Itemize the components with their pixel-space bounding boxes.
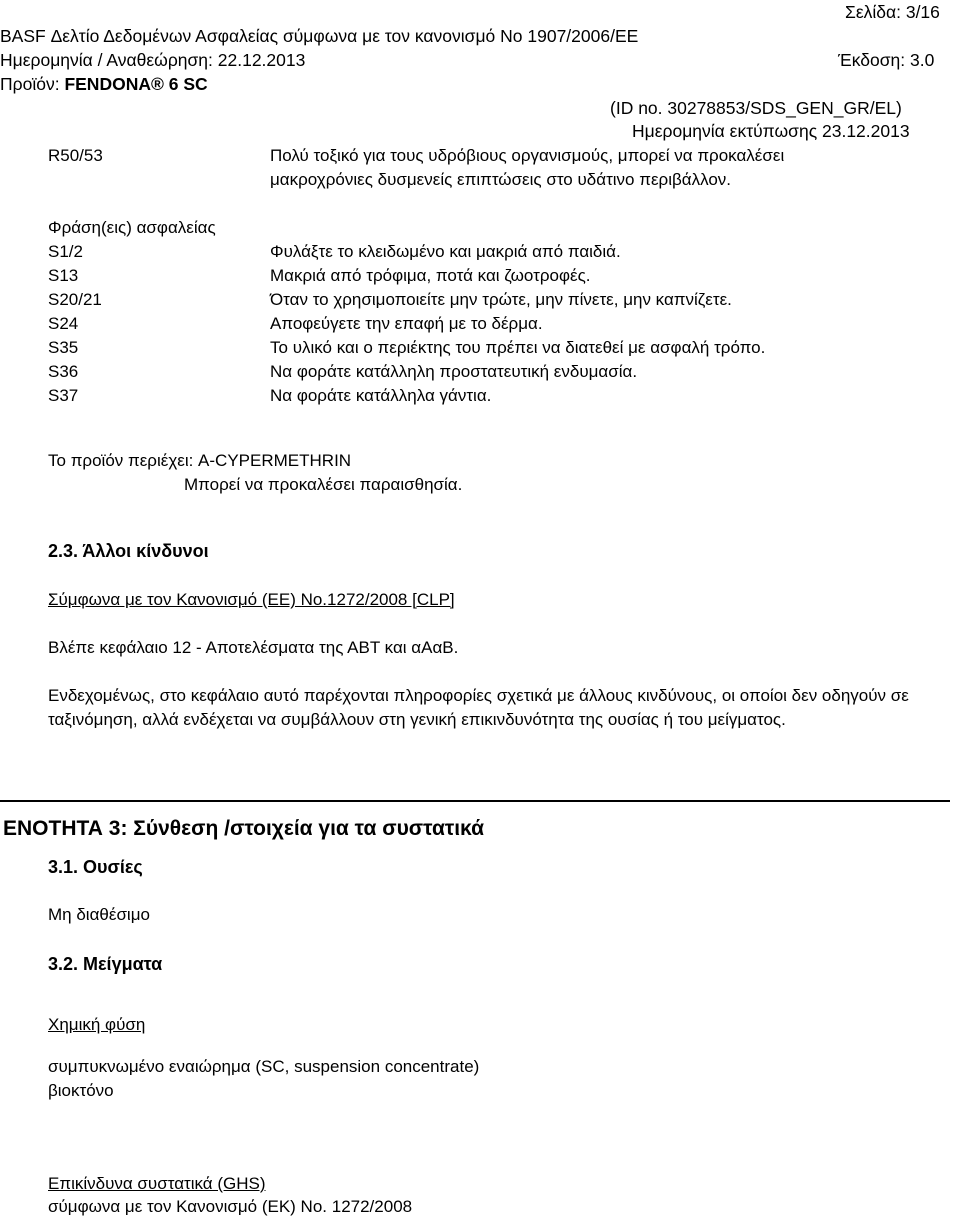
safety-code: S1/2: [48, 242, 83, 261]
safety-text: Μακριά από τρόφιμα, ποτά και ζωοτροφές.: [270, 266, 591, 285]
see-chapter-12: Βλέπε κεφάλαιο 12 - Αποτελέσματα της ΑΒΤ και αΑαΒ.: [48, 638, 459, 657]
revision-date: Ημερομηνία / Αναθεώρηση: 22.12.2013: [0, 50, 306, 70]
section-2-3-title: 2.3. Άλλοι κίνδυνοι: [48, 541, 209, 561]
clp-regulation-heading: Σύμφωνα με τον Κανονισμό (ΕΕ) No.1272/2008 [CLP]: [48, 590, 455, 609]
chemical-nature-line2: βιοκτόνο: [48, 1081, 114, 1100]
safety-text: Όταν το χρησιμοποιείτε μην τρώτε, μην πίνετε, μην καπνίζετε.: [270, 290, 732, 309]
safety-text: Να φοράτε κατάλληλη προστατευτική ενδυμασία.: [270, 362, 638, 381]
document-title: BASF Δελτίο Δεδομένων Ασφαλείας σύμφωνα με τον κανονισμό No 1907/2006/ΕΕ: [0, 26, 639, 46]
contains-line: Το προϊόν περιέχει: A-CYPERMETHRIN: [48, 451, 352, 470]
safety-code: S36: [48, 362, 79, 381]
safety-text: Το υλικό και ο περιέκτης του πρέπει να διατεθεί με ασφαλή τρόπο.: [270, 338, 766, 357]
substances-text: Μη διαθέσιμο: [48, 905, 150, 924]
risk-code: R50/53: [48, 146, 103, 165]
safety-code: S24: [48, 314, 79, 333]
hazardous-components-label: Επικίνδυνα συστατικά (GHS): [48, 1174, 266, 1193]
safety-text: Φυλάξτε το κλειδωμένο και μακριά από παιδιά.: [270, 242, 621, 261]
risk-text-2: μακροχρόνιες δυσμενείς επιπτώσεις στο υδάτινο περιβάλλον.: [270, 170, 732, 189]
risk-text-1: Πολύ τοξικό για τους υδρόβιους οργανισμούς, μπορεί να προκαλέσει: [270, 146, 785, 165]
hazardous-components-regulation: σύμφωνα με τον Κανονισμό (ΕΚ) Νο. 1272/2008: [48, 1197, 413, 1216]
id-number: (ID no. 30278853/SDS_GEN_GR/EL): [610, 98, 902, 118]
safety-text: Αποφεύγετε την επαφή με το δέρμα.: [270, 314, 543, 333]
version: Έκδοση: 3.0: [838, 50, 935, 70]
section-3-title: ΕΝΟΤΗΤΑ 3: Σύνθεση /στοιχεία για τα συστατικά: [3, 817, 484, 840]
safety-code: S13: [48, 266, 79, 285]
section-divider: [0, 800, 950, 802]
safety-code: S35: [48, 338, 79, 357]
safety-code: S20/21: [48, 290, 102, 309]
product-line: [0, 74, 208, 95]
substances-title: 3.1. Ουσίες: [48, 857, 143, 877]
chemical-nature-label: Χημική φύση: [48, 1015, 146, 1034]
contains-effect: Μπορεί να προκαλέσει παραισθησία.: [184, 475, 463, 494]
product-name: FENDONA® 6 SC: [64, 74, 208, 94]
mixtures-title: 3.2. Μείγματα: [48, 954, 163, 974]
chemical-nature-line1: συμπυκνωμένο εναιώρημα (SC, suspension concentrate): [48, 1057, 480, 1076]
print-date: Ημερομηνία εκτύπωσης 23.12.2013: [632, 121, 910, 141]
page-number: Σελίδα: 3/16: [845, 2, 940, 22]
safety-code: S37: [48, 386, 79, 405]
other-hazards-paragraph: Ενδεχομένως, στο κεφάλαιο αυτό παρέχονται πληροφορίες σχετικά με άλλους κινδύνους, οι οποίοι δεν οδηγούν σε ταξινόμηση, αλλά ενδέχεται να συμβάλλουν στη γενική επικινδυνότητα της ουσίας ή του μείγματος.: [48, 686, 909, 729]
safety-heading: Φράση(εις) ασφαλείας: [48, 218, 216, 237]
product-label: Προϊόν:: [0, 74, 60, 94]
safety-text: Να φοράτε κατάλληλα γάντια.: [270, 386, 492, 405]
